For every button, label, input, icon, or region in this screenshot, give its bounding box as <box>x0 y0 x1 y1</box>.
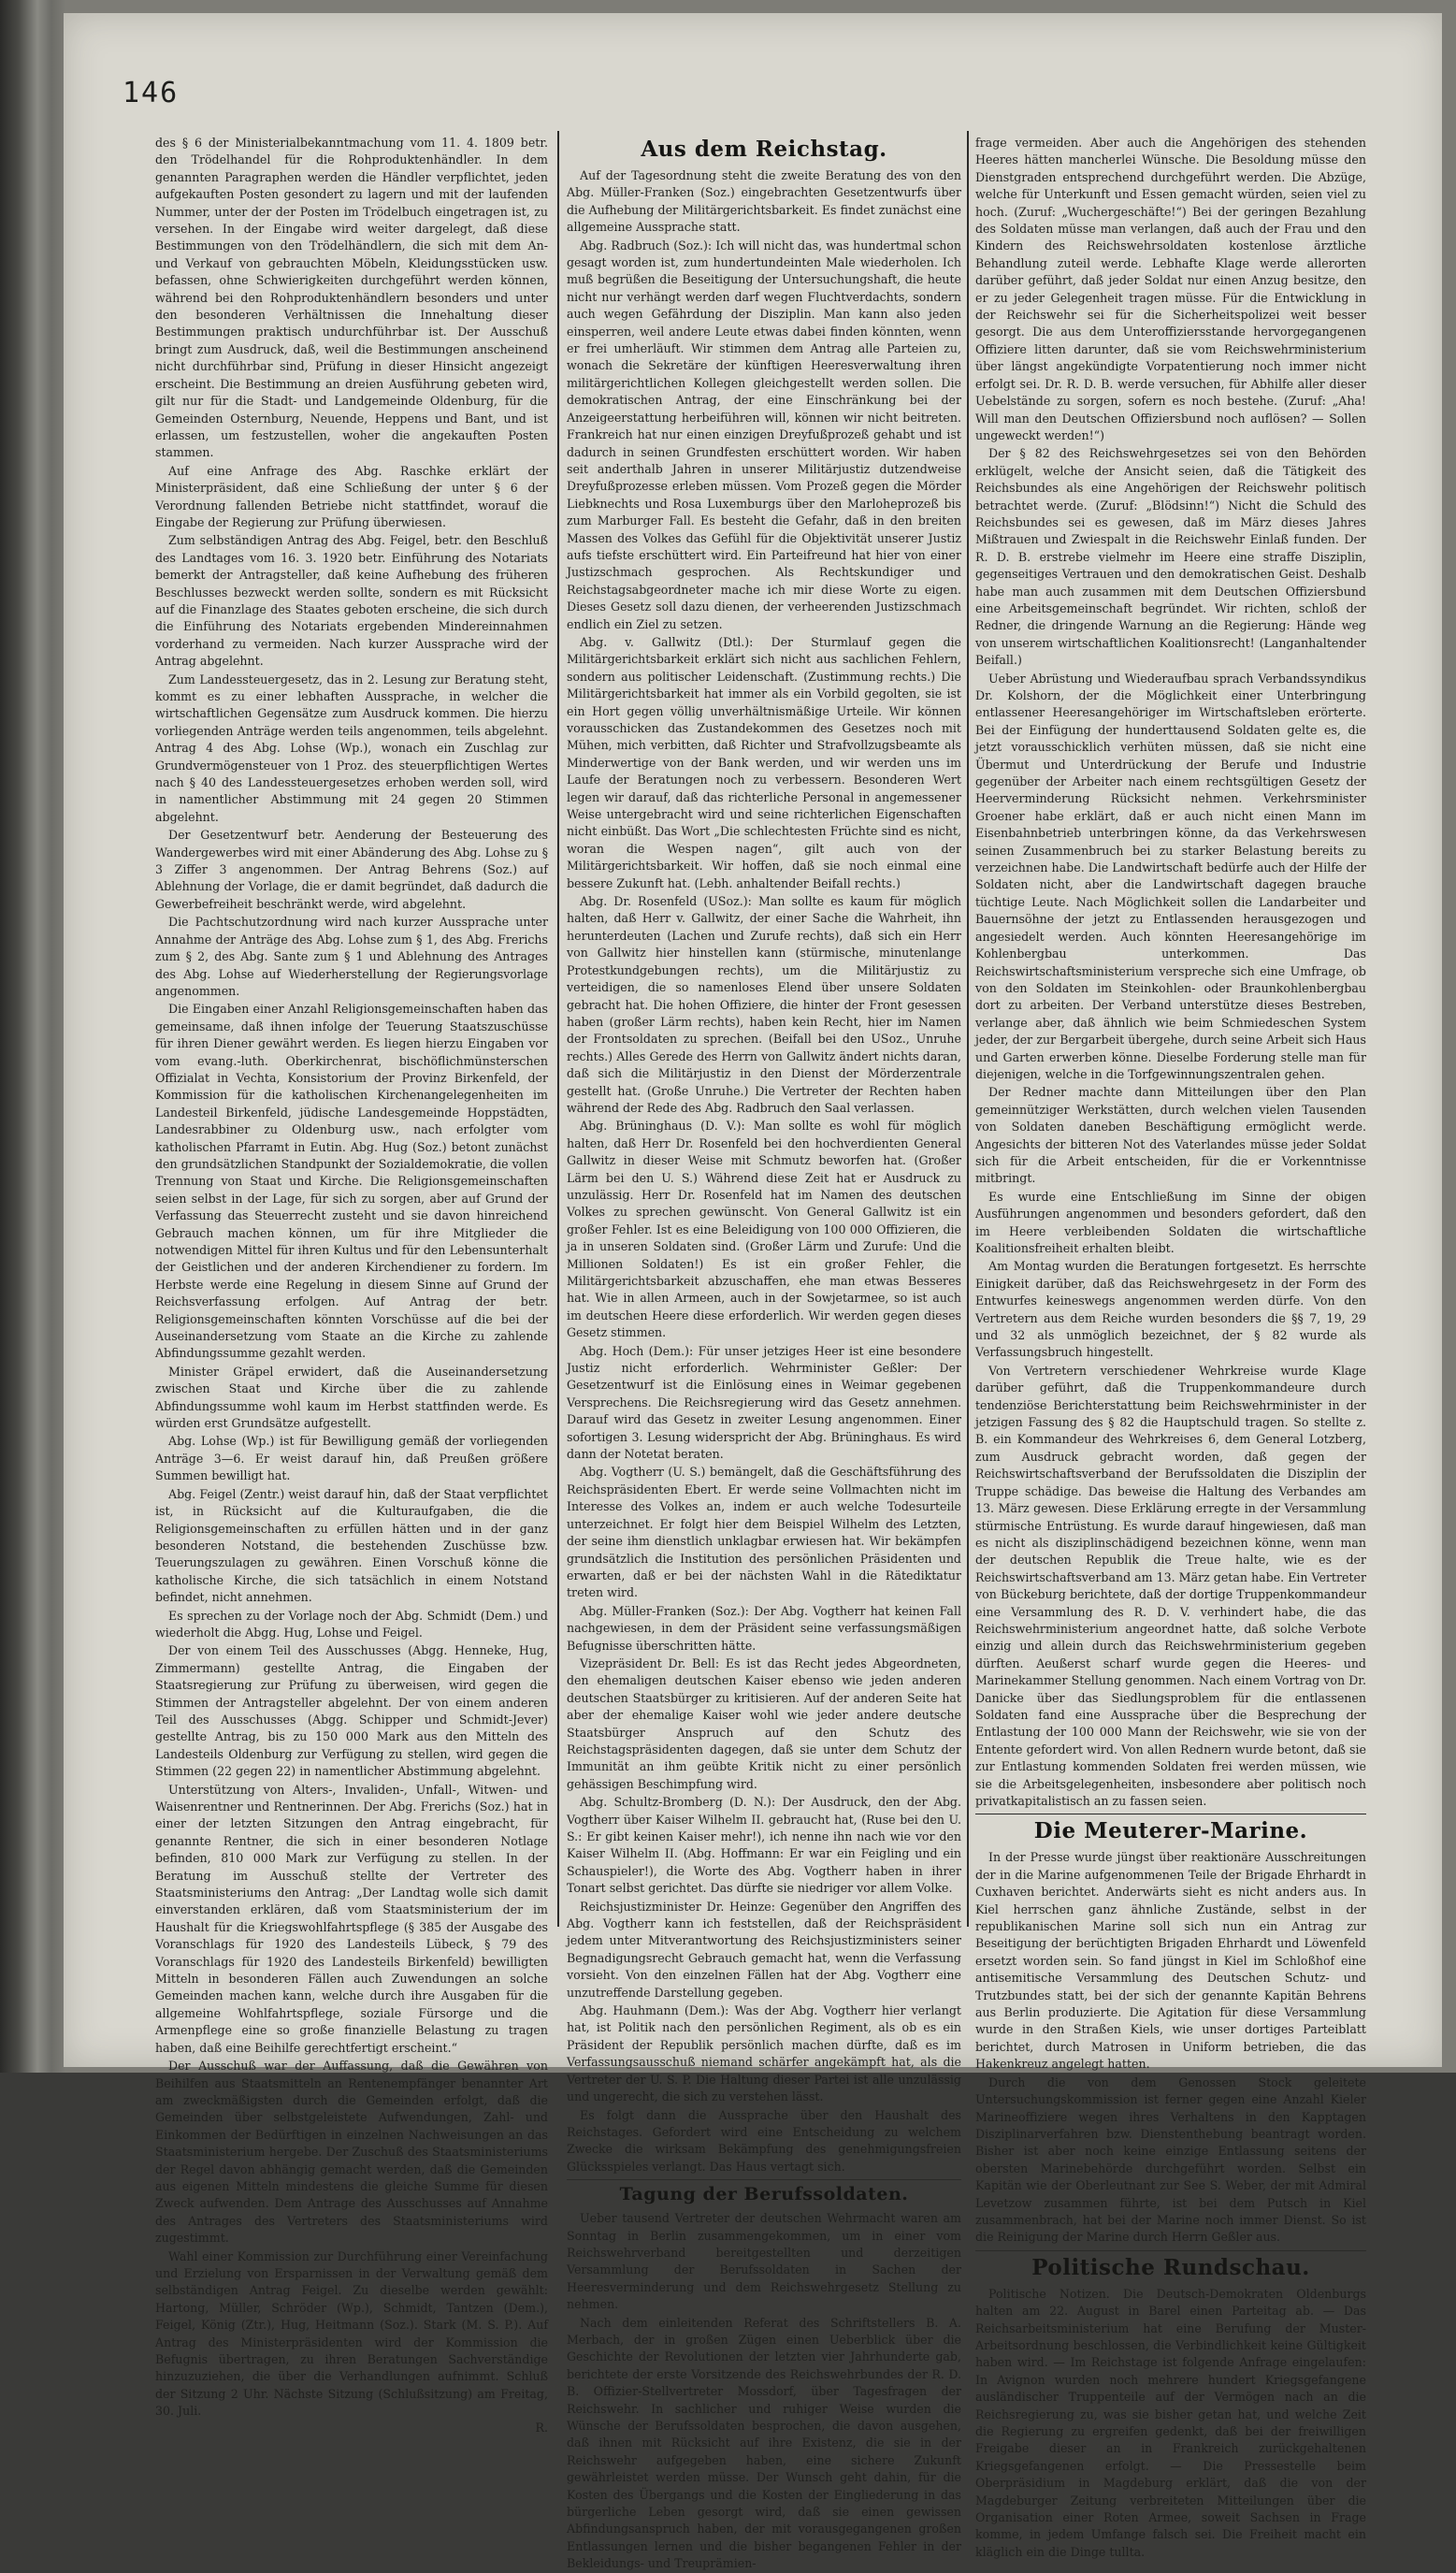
column-right <box>975 135 1366 2559</box>
paragraph: Abg. v. Gallwitz (Dtl.): Der Sturmlauf gegen die Militärgerichtsbarkeit erklärt sich nicht aus sachlichen Fehlern, sondern aus politischer Leidenschaft. (Zustimmung rechts.) Die Militärgerichtsbarkeit hat immer als ein Vorbild gegolten, sie ist ein Hort gegen völlig unverhältnismäßige Urteile. Wir können vorausschicken das Zustandekommen des Gesetzes noch mit Mühen, mich verbitten, daß Richter und Strafvollzugsbeamte als Minderwertige von der Bank werden, und wir werden uns im Laufe der Beratungen noch zu verbessern. Besonderen Wert legen wir darauf, daß das richterliche Personal in angemessener Weise untergebracht wird und seine richterlichen Eigenschaften nicht einbüßt. Das Wort „Die schlechtesten Früchte sind es nicht, woran die Wespen nagen“, gilt auch von der Militärgerichtsbarkeit. Wir hoffen, daß sie noch einmal eine bessere Zukunft hat. (Lebh. anhaltender Beifall rechts.) <box>567 634 961 890</box>
paragraph: Zum Landessteuergesetz, das in 2. Lesung zur Beratung steht, kommt es zu einer lebhaften Aussprache, in welcher die wirtschaftlichen Gegensätze zum Ausdruck kommen. Die hierzu vorliegenden Anträge werden teils angenommen, teils abgelehnt. Antrag 4 des Abg. Lohse (Wp.), wonach ein Zuschlag zur Grundvermögensteuer von 1 Proz. des steuerpflichtigen Wertes nach § 40 des Landessteuergesetzes erhoben werden soll, wird in namentlicher Abstimmung mit 24 gegen 20 Stimmen abgelehnt. <box>155 672 548 824</box>
paragraph: des § 6 der Ministerialbekanntmachung vom 11. 4. 1809 betr. den Trödelhandel für die Rohproduktenhändler. In dem genannten Paragraphen werden die Händler verpflichtet, jeden aufgekauften Posten gesondert zu lagern und mit der laufenden Nummer, unter der der Posten im Trödelbuch eingetragen ist, zu versehen. In der Eingabe wird weiter dargelegt, daß diese Bestimmungen von den Trödelhändlern, die sich mit dem An- und Verkauf von gebrauchten Möbeln, Kleidungsstücken usw. befassen, ohne Schwierigkeiten durchgeführt werden können, während bei den Rohproduktenhändlern besonders und unter den besonderen Verhältnissen die Innehaltung dieser Bestimmungen praktisch undurchführbar ist. Der Ausschuß bringt zum Ausdruck, daß, weil die Bestimmungen anscheinend nicht durchführbar sind, Prüfung in dieser Hinsicht angezeigt erscheint. Die Bestimmung an dreien Ausführung gebeten wird, gilt nur für die Stadt- und Landgemeinde Oldenburg, für die Gemeinden Osternburg, Neuende, Heppens und Bant, und ist erlassen, um festzustellen, woher die angekauften Posten stammen. <box>155 136 548 460</box>
column-right-body <box>975 135 1366 1810</box>
paragraph: Abg. Lohse (Wp.) ist für Bewilligung gemäß der vorliegenden Anträge 3—6. Er weist darauf hin, daß Preußen größere Summen bewilligt hat. <box>155 1434 548 1483</box>
paragraph: Es wurde eine Entschließung im Sinne der obigen Ausführungen angenommen und besonders gefordert, daß den im Heere verbleibenden Soldaten die wirtschaftliche Koalitionsfreiheit erhalten bleibt. <box>975 1189 1366 1255</box>
paragraph: Nach dem einleitenden Referat des Schriftstellers B. A. Merbach, der in großen Zügen einen Ueberblick über die Geschichte der Revolutionen der letzten vier Jahrhunderte gab, berichtete der erste Vorsitzende des Reichswehrbundes der R. D. B. Offizier-Stellvertreter Mossdorf, über Tagesfragen der Reichswehr. In sachlicher und ruhiger Weise wurden die Wünsche der Berufssoldaten besprochen, die davon ausgehen, daß ihnen mit Rücksicht auf ihre Existenz, die sie in der Reichswehr aufgegeben haben, eine sichere Zukunft gewährleistet werden müsse. Der Wunsch geht dahin, für die Kosten des Übergangs und die Kosten der Eingliederung in das bürgerliche Leben gesorgt wird, daß sie einen gewissen Abfindungsanspruch haben, der mit vorausgegangenen großen Entlassungen lernen und die bisher begangenen Fehler in der Bekleidungs- und Treuprämien- <box>567 2315 961 2571</box>
column-rule-right <box>967 131 969 1927</box>
paragraph: Auf der Tagesordnung steht die zweite Beratung des von den Abg. Müller-Franken (Soz.) eingebrachten Gesetzentwurfs über die Aufhebung der Militärgerichtsbarkeit. Es findet zunächst eine allgemeine Aussprache statt. <box>567 168 961 235</box>
paragraph: Auf eine Anfrage des Abg. Raschke erklärt der Ministerpräsident, daß eine Schließung der unter § 6 der Verordnung fallenden Betriebe nicht stattfindet, worauf die Eingabe der Regierung zur Prüfung überwiesen. <box>155 463 548 529</box>
column-left <box>155 135 548 2435</box>
paragraph: Abg. Müller-Franken (Soz.): Der Abg. Vogtherr hat keinen Fall nachgewiesen, in dem der Präsident seine verfassungsmäßigen Befugnisse überschritten hätte. <box>567 1603 961 1653</box>
paragraph: Die Pachtschutzordnung wird nach kurzer Aussprache unter Annahme der Anträge des Abg. Lohse zum § 1, des Abg. Frerichs zum § 2, des Abg. Sante zum § 1 und Ablehnung des Antrages des Abg. Lohse auf Wiederherstellung der Regierungsvorlage angenommen. <box>155 915 548 998</box>
paragraph: Ueber tausend Vertreter der deutschen Wehrmacht waren am Sonntag in Berlin zusammengekommen, um in einer vom Reichswehrverband bereitgestellten und derzeitigen Versammlung der Berufssoldaten in Sachen der Heeresverminderung und dem Reichswehrgesetz Stellung zu nehmen. <box>567 2211 961 2312</box>
paragraph: Abg. Feigel (Zentr.) weist darauf hin, daß der Staat verpflichtet ist, in Rücksicht auf die Kulturaufgaben, die die Religionsgemeinschaften zu erfüllen hätten und in der ganz besonderen Notstand, die bestehenden Zuschüsse bzw. Teuerungszulagen zu gewähren. Einen Vorschuß könne die katholische Kirche, die sich tatsächlich in einem Notstand befindet, nicht annehmen. <box>155 1486 548 1605</box>
paragraph: Es folgt dann die Aussprache über den Haushalt des Reichstages. Gefordert wird eine Entscheidung zu welchem Zwecke die wirksam Bekämpfung des genehmigungsfreien Glücksspieles verlangt. Das Haus vertagt sich. <box>567 2107 961 2174</box>
article-signature: R. <box>535 2420 548 2435</box>
column-middle-body <box>567 167 961 2175</box>
paragraph: Abg. Hauhmann (Dem.): Was der Abg. Vogtherr hier verlangt hat, ist Politik nach den persönlichen Regiment, als ob es ein Präsident der Republik persönlich machen dürfte, daß es im Verfassungsausschuß niemand schärfer angekämpft hat, als die Vertreter der U. S. P. Die Haltung dieser Partei ist alle unzulässig und ungerecht, die sich zu verstehen lässt. <box>567 2003 961 2104</box>
paragraph: Von Vertretern verschiedener Wehrkreise wurde Klage darüber geführt, daß die Truppenkommandeure durch tendenziöse Berichterstattung beim Reichswehrminister in der jetzigen Fassung des § 82 die Hauptschuld tragen. So stellte z. B. ein Kommandeur des Wehrkreises 6, dem General Lotzberg, zum Ausdruck gebracht worden, daß gegen der Reichswirtschaftsverband der Berufssoldaten die Disziplin der Truppe schädige. Das beweise die Haltung des Verbandes am 13. März gewesen. Diese Erklärung erregte in der Versammlung stürmische Entrüstung. Es wurde darauf hingewiesen, daß man es nicht als disziplinschädigend bezeichnen könne, wenn man der deutschen Republik die Treue halte, wie es der Reichswirtschaftsverband am 13. März getan habe. Ein Vertreter von Bückeburg berichtete, daß der dortige Truppenkommandeur eine Versammlung des R. D. V. verhindert habe, die das Reichswehrministerium angeordnet hatte, daß solche Verbote einzig und allein durch das Reichswehrministerium gegeben dürften. Aeußerst scharf wurde gegen die Heeres- und Marinekammer Stellung genommen. Nach einem Vortrag von Dr. Danicke über das Siedlungsproblem für die entlassenen Soldaten fand eine Aussprache über die Besprechung der Entlastung der 100 000 Mann der Reichswehr, wie sie von der Entente gefordert wird. Von allen Rednern wurde betont, daß sie zur Entlastung kommenden Soldaten frei werden müssen, wie sie die Arbeitsgelegenheiten, insbesondere aber politisch noch privatkapitalistisch an zu fassen seien. <box>975 1363 1366 1808</box>
paragraph: Politische Notizen. Die Deutsch-Demokraten Oldenburgs halten am 22. August in Barel einen Parteitag ab. — Das Reichsarbeitsministerium hat eine Berufung der Muster-Arbeitsordnung beschlossen, die Verbindlichkeit keine Gültigkeit haben wird. — Im Reichstage ist folgende Anfrage eingelaufen: In Avignon wurden noch mehrere hundert Kriegsgefangene ausländischer Truppenteile auf der Vermögen nach an die Reichsregierung zu, was sie bisher getan hat, und welche Zeit die Regierung zu ergreifen gedenkt, daß bei der freiwilligen Freigabe dieser an in Frankreich zurückgehaltenen Kriegsgefangenen erfolgt. — Die Pressestelle beim Oberpräsidium in Magdeburg erklärt, daß die von der Magdeburger Zeitung verbreiteten Mitteilungen über die Organisation einer Roten Armee, soweit Sachsen in Frage komme, in jedem Umfange falsch sei. Die Freiheit macht ein kläglich ein die Dinge tullta. <box>975 2286 1366 2559</box>
section-divider <box>975 2250 1366 2251</box>
paragraph: Der § 82 des Reichswehrgesetzes sei von den Behörden erklügelt, welche der Ansicht seien, daß die Tätigkeit des Reichsbundes als eine Angehörigen der Reichswehr politisch betrachtet werde. (Zuruf: „Blödsinn!“) Nicht die Schuld des Reichsbundes sei es gewesen, daß im März dieses Jahres Mißtrauen und Zwiespalt in die Reichswehr Einlaß funden. Der R. D. B. erstrebe vielmehr im Heere eine straffe Disziplin, gegenseitiges Vertrauen und den demokratischen Geist. Deshalb habe man auch zusammen mit dem Deutschen Offiziersbund eine Arbeitsgemeinschaft begründet. Wir richten, schloß der Redner, die dringende Warnung an die Regierung: Hände weg von unserem wirtschaftlichen Koalitionsrecht! (Langanhaltender Beifall.) <box>975 446 1366 668</box>
paragraph: Unterstützung von Alters-, Invaliden-, Unfall-, Witwen- und Waisenrentner und Rentnerinnen. Der Abg. Frerichs (Soz.) hat in einer der letzten Sitzungen den Antrag eingebracht, für genannte Rentner, die sich in einer besonderen Notlage befinden, 810 000 Mark zur Verfügung zu stellen. In der Beratung im Ausschuß stellte der Vertreter des Staatsministeriums den Antrag: „Der Landtag wolle sich damit einverstanden erklären, daß vom Staatsministerium der im Haushalt für die Kriegswohlfahrtspflege (§ 385 der Ausgabe des Voranschlags für 1920 des Landesteils Lübeck, § 79 des Voranschlags für 1920 des Landesteils Birkenfeld) bewilligten Mitteln in besonderen Fällen auch Zuwendungen an solche Gemeinden machen kann, welche durch ihre Ausgaben für die allgemeine Wohlfahrtspflege, soziale Fürsorge und die Armenpflege eine so große finanzielle Belastung zu tragen haben, daß eine Beihilfe gerechtfertigt erscheint.“ <box>155 1782 548 2055</box>
paragraph: In der Presse wurde jüngst über reaktionäre Ausschreitungen der in die Marine aufgenommenen Teile der Brigade Ehrhardt in Cuxhaven berichtet. Anderwärts sieht es nicht anders aus. In Kiel herrschen ganz ähnliche Zustände, selbst in der republikanischen Marine soll sich nun ein Antrag zur Beseitigung der berüchtigten Brigaden Ehrhardt und Löwenfeld ersetzt worden sein. So fand jüngst in Kiel im Schloßhof eine antisemitische Versammlung des Deutschen Schutz- und Trutzbundes statt, bei der sich der genannte Kapitän Behrens aus Berlin produzierte. Die Agitation für diese Versammlung wurde in den Straßen Kiels, wie unser dortiges Parteiblatt berichtet, durch Matrosen in Uniform betrieben, die das Hakenkreuz angelegt hatten. <box>975 1850 1366 2072</box>
paragraph: Der von einem Teil des Ausschusses (Abgg. Henneke, Hug, Zimmermann) gestellte Antrag, die Eingaben der Staatsregierung zur Prüfung zu überweisen, wird gegen die Stimmen der Antragsteller abgelehnt. Der von einem anderen Teil des Ausschusses (Abgg. Schipper und Schmidt-Jever) gestellte Antrag, bis zu 150 000 Mark aus den Mitteln des Landesteils Oldenburg zur Verfügung zu stellen, wird gegen die Stimmen (22 gegen 22) in namentlicher Abstimmung abgelehnt. <box>155 1643 548 1779</box>
paragraph: Der Ausschuß war der Auffassung, daß die Gewähren von Beihilfen aus Staatsmitteln an Rentenempfänger benannter Art am zweckmäßigsten durch die Gemeinden erfolgt, daß die Gemeinden über selbstgeleistete Aufwendungen, Zahl- und Einkommen der Bedürftigen in einzelnen Nachweisungen an das Staatsministerium hergebe. Der Zuschuß des Staatsministeriums der Regel davon abhängig gemacht werden, daß die Gemeinden aus eigenen Mitteln mindestens die gleiche Summe für diesen Zweck aufwenden. Dem Antrage des Ausschusses auf Annahme des Antrages des Vertreters des Staatsministeriums wird zugestimmt. <box>155 2059 548 2246</box>
paragraph: frage vermeiden. Aber auch die Angehörigen des stehenden Heeres hätten mancherlei Wünsche. Die Besoldung müsse den Dienstgraden entsprechend durchgeführt werden. Die Abzüge, welche für Unterkunft und Essen gemacht würden, seien viel zu hoch. (Zuruf: „Wuchergeschäfte!“) Bei der geringen Bezahlung des Soldaten müsse man verlangen, daß auch der Frau und den Kindern des Reichswehrsoldaten kostenlose ärztliche Behandlung zuteil werde. Lebhafte Klage werde allerorten darüber geführt, daß jeder Soldat nur einen Anzug besitze, den er zu jeder Gelegenheit tragen müsse. Für die Entwicklung in der Reichswehr sei für die Sicherheitspolizei weit besser gesorgt. Die aus dem Unteroffiziersstande hervorgegangenen Offiziere litten darunter, daß sie vom Reichswehrministerium über längst angekündigte Vorpatentierung noch immer nicht erfolgt sei. Dr. R. D. B. werde versuchen, für Abhilfe aller dieser Uebelstände zu sorgen, sofern es noch bestehe. (Zuruf: „Aha! Will man den Deutschen Offiziersbund noch auflösen? — Sollen ungeweckt werden!“) <box>975 136 1366 442</box>
paragraph: Zum selbständigen Antrag des Abg. Feigel, betr. den Beschluß des Landtages vom 16. 3. 1920 betr. Einführung des Notariats bemerkt der Antragsteller, daß keine Aufhebung des früheren Beschlusses bezweckt werden sollte, sondern es mit Rücksicht auf die Finanzlage des Staates geboten erscheine, die sich durch die Einführung des Notariats ergebenden Mindereinnahmen vorderhand zu vermeiden. Nach kurzer Aussprache wird der Antrag abgelehnt. <box>155 533 548 669</box>
column-middle-body-2 <box>567 2210 961 2573</box>
paragraph: Wahl einer Kommission zur Durchführung einer Vereinfachung und Erzielung von Ersparnissen in der Verwaltung gemäß dem selbständigen Antrag Feigel. Zu dieselbe werden gewählt: Hartong, Müller, Schröder (Wp.), Schmidt, Tantzen (Dem.), Feigel, König (Ztr.), Hug, Heitmann (Soz.). Stark (M. S. P.). Auf Antrag des Ministerpräsidenten wird der Kommission die Befugnis übertragen, zu ihren Beratungen Sachverständige hinzuzuziehen, die über die Verhandlungen aufnimmt. Schluß der Sitzung 2 Uhr. Nächste Sitzung (Schlußsitzung) am Freitag, 30. Juli. <box>155 2248 548 2419</box>
paragraph: Abg. Brüninghaus (D. V.): Man sollte es wohl für möglich halten, daß Herr Dr. Rosenfeld bei den hochverdienten General Gallwitz in dieser Weise mit Schmutz beworfen hat. (Großer Lärm bei den U. S.) Während diese Zeit hat er Ausdruck zu unzulässig. Herr Dr. Rosenfeld hat im Namen des deutschen Volkes zu sprechen gewünscht. Von General Gallwitz ist ein großer Fehler. Ist es eine Beleidigung von 100 000 Offizieren, die ja in unseren Soldaten sind. (Großer Lärm und Zurufe: Und die Millionen Soldaten!) Es ist ein großer Fehler, die Militärgerichtsbarkeit abzuschaffen, ehe man etwas Besseres hat. Wie in allen Armeen, auch in der Sowjetarmee, so ist auch im deutschen Heere diese erforderlich. Wir werden gegen dieses Gesetz stimmen. <box>567 1119 961 1340</box>
paragraph: Abg. Schultz-Bromberg (D. N.): Der Ausdruck, den der Abg. Vogtherr über Kaiser Wilhelm II. gebraucht hat, (Ruse bei den U. S.: Er gibt keinen Kaiser mehr!), ich nenne ihn nach wie vor den Kaiser Wilhelm II. (Abg. Hoffmann: Er war ein Feigling und ein Schauspieler!), die Worte des Abg. Vogtherr haben in ihrer Tonart selbst gerichtet. Das dürfte sie niedriger vor allem Volke. <box>567 1795 961 1896</box>
paragraph: Abg. Hoch (Dem.): Für unser jetziges Heer ist eine besondere Justiz nicht erforderlich. Wehrminister Geßler: Der Gesetzentwurf ist die Einlösung eines in Weimar gegebenen Versprechens. Die Reichsregierung wird das Gesetz annehmen. Darauf wird das Gesetz in zweiter Lesung angenommen. Einer sofortigen 3. Lesung widerspricht der Abg. Brüninghaus. Es wird dann der Notetat beraten. <box>567 1343 961 1462</box>
paragraph: Es sprechen zu der Vorlage noch der Abg. Schmidt (Dem.) und wiederholt die Abgg. Hug, Lohse und Feigel. <box>155 1608 548 1640</box>
paragraph: Die Eingaben einer Anzahl Religionsgemeinschaften haben das gemeinsame, daß ihnen infolge der Teuerung Staatszuschüsse für ihren Diener gewährt werden. Es liegen hierzu Eingaben vor vom evang.-luth. Oberkirchenrat, bischöflichmünsterschen Offizialat in Vechta, Konsistorium der Provinz Birkenfeld, der Kommission für die katholischen Kirchenangelegenheiten im Landesteil Birkenfeld, jüdische Landesgemeinde Hoppstädten, Landesrabbiner zu Oldenburg usw., nach erfolgter vom katholischen Pfarramt in Eutin. Abg. Hug (Soz.) betont zunächst den grundsätzlichen Standpunkt der Sozialdemokratie, die vollen Trennung von Staat und Kirche. Die Religionsgemeinschaften seien selbst in der Lage, für sich zu sorgen, aber auf Grund der Verfassung das Steuerrecht zusteht und sie davon hinreichend Gebrauch machen können, um für ihre Mitglieder die notwendigen Mittel für ihren Kultus und für den Lebensunterhalt der Geistlichen und der anderen Kirchendiener zu fordern. Im Herbste werde eine Regelung in diesem Sinne auf Grund der Reichsverfassung erfolgen. Auf Antrag der betr. Religionsgemeinschaften könnten Vorschüsse auf die bei der Auseinandersetzung vom Staate an die Kirche zu zahlende Abfindungssumme gezahlt werden. <box>155 1002 548 1361</box>
section-heading-rundschau: Politische Rundschau. <box>1031 2254 1310 2280</box>
paragraph: Vizepräsident Dr. Bell: Es ist das Recht jedes Abgeordneten, den ehemaligen deutschen Kaiser ebenso wie jeden anderen deutschen Staatsbürger zu kritisieren. Auf der anderen Seite hat aber der ehemalige Kaiser wohl wie jeder andere deutsche Staatsbürger Anspruch auf den Schutz des Reichstagspräsidenten dagegen, daß sie unter dem Schutz der Immunität an ihm geübte Kritik nicht zu einer persönlich gehässigen Beschimpfung wird. <box>567 1655 961 1791</box>
column-right-body-2 <box>975 1849 1366 2246</box>
paragraph: Der Redner machte dann Mitteilungen über den Plan gemeinnütziger Werkstätten, durch welchen vielen Tausenden von Soldaten daneben Beschäftigung ermöglicht werde. Angesichts der bitteren Not des Vaterlandes müsse jeder Soldat sich für die Arbeit entscheiden, für die er Vorkenntnisse mitbringt. <box>975 1085 1366 1186</box>
paragraph: Minister Gräpel erwidert, daß die Auseinandersetzung zwischen Staat und Kirche über die zu zahlende Abfindungssumme wohl kaum im Herbst stattfinden werde. Es würden erst Grundsätze aufgestellt. <box>155 1364 548 1431</box>
paragraph: Der Gesetzentwurf betr. Aenderung der Besteuerung des Wandergewerbes wird mit einer Abänderung des Abg. Lohse zu § 3 Ziffer 3 angenommen. Der Antrag Behrens (Soz.) auf Ablehnung der Vorlage, die er damit begründet, daß dadurch die Gewerbefreiheit beschränkt werde, wird abgelehnt. <box>155 828 548 911</box>
section-heading-berufssoldaten: Tagung der Berufssoldaten. <box>619 2184 909 2205</box>
section-heading-reichstag: Aus dem Reichstag. <box>641 137 887 162</box>
paragraph: Am Montag wurden die Beratungen fortgesetzt. Es herrschte Einigkeit darüber, daß das Reichswehrgesetz in der Form des Entwurfes keineswegs angenommen werden dürfe. Von den Vertretern aus dem Reiche wurden besonders die §§ 7, 19, 29 und 32 als unmöglich bezeichnet, der § 82 wurde als Verfassungsbruch hingestellt. <box>975 1259 1366 1360</box>
paragraph: Abg. Vogtherr (U. S.) bemängelt, daß die Geschäftsführung des Reichspräsidenten Ebert. Er werde seine Vollmachten nicht im Interesse des Volkes an, indem er auch welche Todesurteile unterzeichnet. Er folgt hier dem Beispiel Wilhelm des Letzten, der seine ihm dienstlich unklagbar erwiesen hat. Wir bekämpfen grundsätzlich die Institution des persönlichen Präsidenten und erwarten, daß er bei der nächsten Wahl in die Rätediktatur treten wird. <box>567 1465 961 1600</box>
page-number: 146 <box>123 77 180 109</box>
paragraph: Abg. Dr. Rosenfeld (USoz.): Man sollte es kaum für möglich halten, daß Herr v. Gallwitz, der einer Sache die Wahrheit, ihn herunterdeuten (Lachen und Zurufe rechts), daß sich ein Herr von Gallwitz hier hinstellen kann (stürmische, minutenlange Protestkundgebungen rechts), um die Militärjustiz zu verteidigen, die so namenloses Elend über unsere Soldaten gebracht hat. Die hohen Offiziere, die hinter der Front gesessen haben (großer Lärm rechts), haben kein Recht, hier im Namen der Frontsoldaten zu sprechen. (Beifall bei den USoz., Unruhe rechts.) Alles Gerede des Herrn von Gallwitz ändert nichts daran, daß sich die Militärjustiz in den Dienst der Mörderzentrale gestellt hat. (Große Unruhe.) Die Vertreter der Rechten haben während der Rede des Abg. Radbruch den Saal verlassen. <box>567 894 961 1115</box>
paragraph: Abg. Radbruch (Soz.): Ich will nicht das, was hundertmal schon gesagt worden ist, zum hundertundeinten Male wiederholen. Ich muß begrüßen die Beseitigung der Untersuchungshaft, die heute nicht nur verhängt werden darf wegen Fluchtverdachts, sondern auch wegen Gefährdung der Disziplin. Man kann also jeden einsperren, weil andere Leute etwas dabei finden könnten, wenn er frei umherläuft. Wir stimmen dem Antrag alle Parteien zu, wonach die Sekretäre der künftigen Heeresverwaltung ihren militärgerichtlichen Kollegen gleichgestellt werden sollen. Die demokratischen Antrag, der eine Einschränkung bei der Anzeigeerstattung herbeiführen will, können wir nicht beitreten. Frankreich hat nur einen einzigen Dreyfußprozeß gehabt und ist dadurch in seinen Grundfesten erschüttert worden. Wir haben seit anderthalb Jahren in unserer Militärjustiz dutzendweise Dreyfußprozesse erleben müssen. Vom Prozeß gegen die Mörder Liebknechts und Rosa Luxemburgs über den Marloheprozeß bis zum Marburger Fall. Es besteht die Gefahr, daß in den breiten Massen des Volkes das Gefühl für die Objektivität unserer Justiz aufs tiefste erschüttert wird. Ein Parteifreund hat hier von einer Justizschmach gesprochen. Als Rechtskundiger und Reichstagsabgeordneter mache ich mir diese Worte zu eigen. Dieses Gesetz soll dazu dienen, der verheerenden Justizschmach endlich ein Ziel zu setzen. <box>567 238 961 631</box>
column-rule-left <box>557 131 559 1927</box>
section-heading-marine: Die Meuterer-Marine. <box>1033 1818 1308 1844</box>
paragraph: Durch die von dem Genossen Stock geleitete Untersuchungskommission ist ferner gegen eine Anzahl Kieler Marineoffiziere wegen ihres Verhaltens in den Kapptagen Disziplinarverfahren bzw. Dienstenthebung beantragt worden. Bisher ist aber noch keine einzige Entlassung seitens der obersten Marinebehörde durchgeführt worden. Selbst ein Kapitän wie der Oberleutnant zur See S. Weber, der mit Admiral Levetzow zusammen führte, ist bei dem Putsch in Kiel zusammenbrach, hat bei der Marine noch immer Dienst. So ist die Reinigung der Marine durch Herrn Geßler aus. <box>975 2074 1366 2245</box>
paragraph: Reichsjustizminister Dr. Heinze: Gegenüber den Angriffen des Abg. Vogtherr kann ich feststellen, daß der Reichspräsident jedem unter Mitverantwortung des Reichsjustizministers seiner Begnadigungsrecht Gebrauch gemacht hat, wenn die Verfassung vorsieht. Von den einzelnen Fällen hat der Abg. Vogtherr eine unzutreffende Darstellung gegeben. <box>567 1899 961 2000</box>
column-left-body <box>155 135 548 2436</box>
section-divider <box>567 2179 961 2180</box>
paragraph: Ueber Abrüstung und Wiederaufbau sprach Verbandssyndikus Dr. Kolshorn, der die Möglichkeit einer Unterbringung entlassener Heeresangehöriger im Wirtschaftsleben erörterte. Bei der Einfügung der hunderttausend Soldaten gelte es, die jetzt vorausschicklich verhüten müssen, daß sie nicht eine Übermut und Unterdrückung der Berufe und Industrie gegenüber der Arbeiter nach einem rechtsgültigen Gesetz der Heerverminderung Rücksicht nehmen. Verkehrsminister Groener habe erklärt, daß er auch nicht einen Mann im Eisenbahnbetrieb unterbringen könne, da das Verkehrswesen seinen Zusammenbruch bei zu starker Belastung bereits zu verzeichnen habe. Die Landwirtschaft bedürfe auch der Hilfe der Soldaten nicht, aber die Landwirtschaft dagegen brauche tüchtige Leute. Nach Möglichkeit sollen die Landarbeiter und Bauernsöhne der jetzt zu Entlassenden herausgezogen und angesiedelt werden. Auch könnten Heeresangehörige im Kohlenbergbau unterkommen. Das Reichswirtschaftsministerium verspreche sich eine Umfrage, ob von den Soldaten im Steinkohlen- oder Braunkohlenbergbau dort zu arbeiten. Der Verband unterstütze dieses Bestreben, verlange aber, daß ähnlich wie beim Schmiedeschen System jeder, der zur Bergarbeit übergehe, durch seine Arbeit sich Haus und Garten erwerben könne. Dieselbe Forderung stelle man für diejenigen, welche in die Torfgewinnungszentralen gehen. <box>975 671 1366 1081</box>
column-right-body-3 <box>975 2286 1366 2562</box>
column-middle <box>567 135 961 2571</box>
